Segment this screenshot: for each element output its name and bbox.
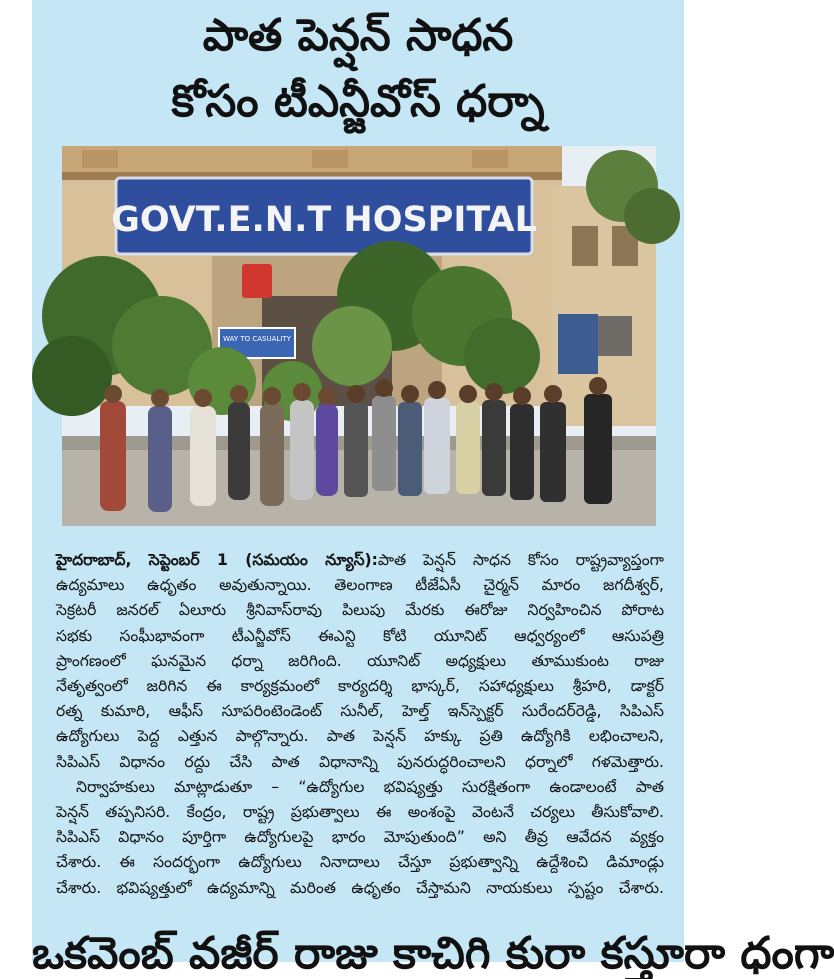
body-line: ప్రాంగణంలో ఘనమైన ధర్నా జరిగింది. యూనిట్ అధ్యక్షులు తూముకుంట రాజు [56,651,664,670]
body-line: చేశారు. ఈ సందర్భంగా ఉద్యోగులు నినాదాలు చేస్తూ ప్రభుత్వాన్ని ఉద్దేశించి డిమాండ్లు [56,853,664,872]
hospital-sign-text: GOVT.E.N.T HOSPITAL [111,200,537,240]
casualty-sign-text: WAY TO CASUALITY [223,335,291,343]
article-photo [62,146,656,526]
body-line: హైదరాబాద్, సెప్టెంబర్ 1 (సమయం న్యూస్):పాత పెన్షన్ సాధన కోసం రాష్ట్రవ్యాప్తంగా [56,551,664,569]
dateline: హైదరాబాద్, సెప్టెంబర్ 1 (సమయం న్యూస్): [56,551,378,569]
body-line: సిపిఎస్ విధానం రద్దు చేసి పాత విధానాన్ని పునరుద్ధరించాలని ధర్నాలో గళమెత్తారు. [56,752,664,771]
body-line: చేశారు. భవిష్యత్తులో ఉద్యమాన్ని మరింత ఉధృతం చేస్తామని నాయకులు స్పష్టం చేశారు. [56,878,664,897]
body-line: సభకు సంఘీభావంగా టీఎన్జీవోస్ ఈఎన్టి కోటి యూనిట్ ఆధ్వర్యంలో ఆసుపత్రి [56,626,664,645]
body-line: నిర్వాహకులు మాట్లాడుతూ – “ఉద్యోగుల భవిష్యత్తు సురక్షితంగా ఉండాలంటే పాత [76,777,664,796]
body-line: సిపిఎస్ విధానం పూర్తిగా ఉద్యోగులపై భారం మోపుతుంది” అని తీవ్ర ఆవేదన వ్యక్తం [56,828,664,847]
article-body [56,548,664,901]
body-line: పెన్షన్ తప్పనిసరి. కేంద్రం, రాష్ట్ర ప్రభుత్వాలు ఈ అంశంపై వెంటనే చర్యలు తీసుకోవాలి. [56,803,664,822]
article-panel [32,0,834,979]
next-article-headline: ఒకవెంబ్ వజీర్ రాజు కాచిగి కురా కస్తూరా ధంగా [32,928,834,979]
headline-line-2: కోసం టీఎన్జీవోస్ ధర్నా [171,76,545,127]
body-line: నేతృత్వంలో జరిగిన ఈ కార్యక్రమంలో కార్యదర్శి భాస్కర్, సహాధ్యక్షులు శ్రీహరి, డాక్టర్ [56,677,664,696]
body-line: సెక్రటరీ జనరల్ ఏలూరు శ్రీనివాస్‌రావు పిలుపు మేరకు ఈరోజు నిర్వహించిన పోరాట [56,601,664,620]
body-line: ఉద్యమాలు ఉధృతం అవుతున్నాయి. తెలంగాణ టీజేఏసీ చైర్మన్ మారం జగదీశ్వర్, [56,576,664,595]
body-line: రత్న కుమారి, ఆఫీస్ సూపరింటెండెంట్ సునీల్, హెల్త్ ఇన్‌స్పెక్టర్ సురేందర్‌రెడ్డి, సిపిఎస్ [56,702,664,721]
body-line: ఉద్యోగులు పెద్ద ఎత్తున పాల్గొన్నారు. పాత పెన్షన్ హక్కు ప్రతి ఉద్యోగికి లభించాలని, [56,727,664,746]
headline-line-1: పాత పెన్షన్ సాధన [202,10,514,61]
